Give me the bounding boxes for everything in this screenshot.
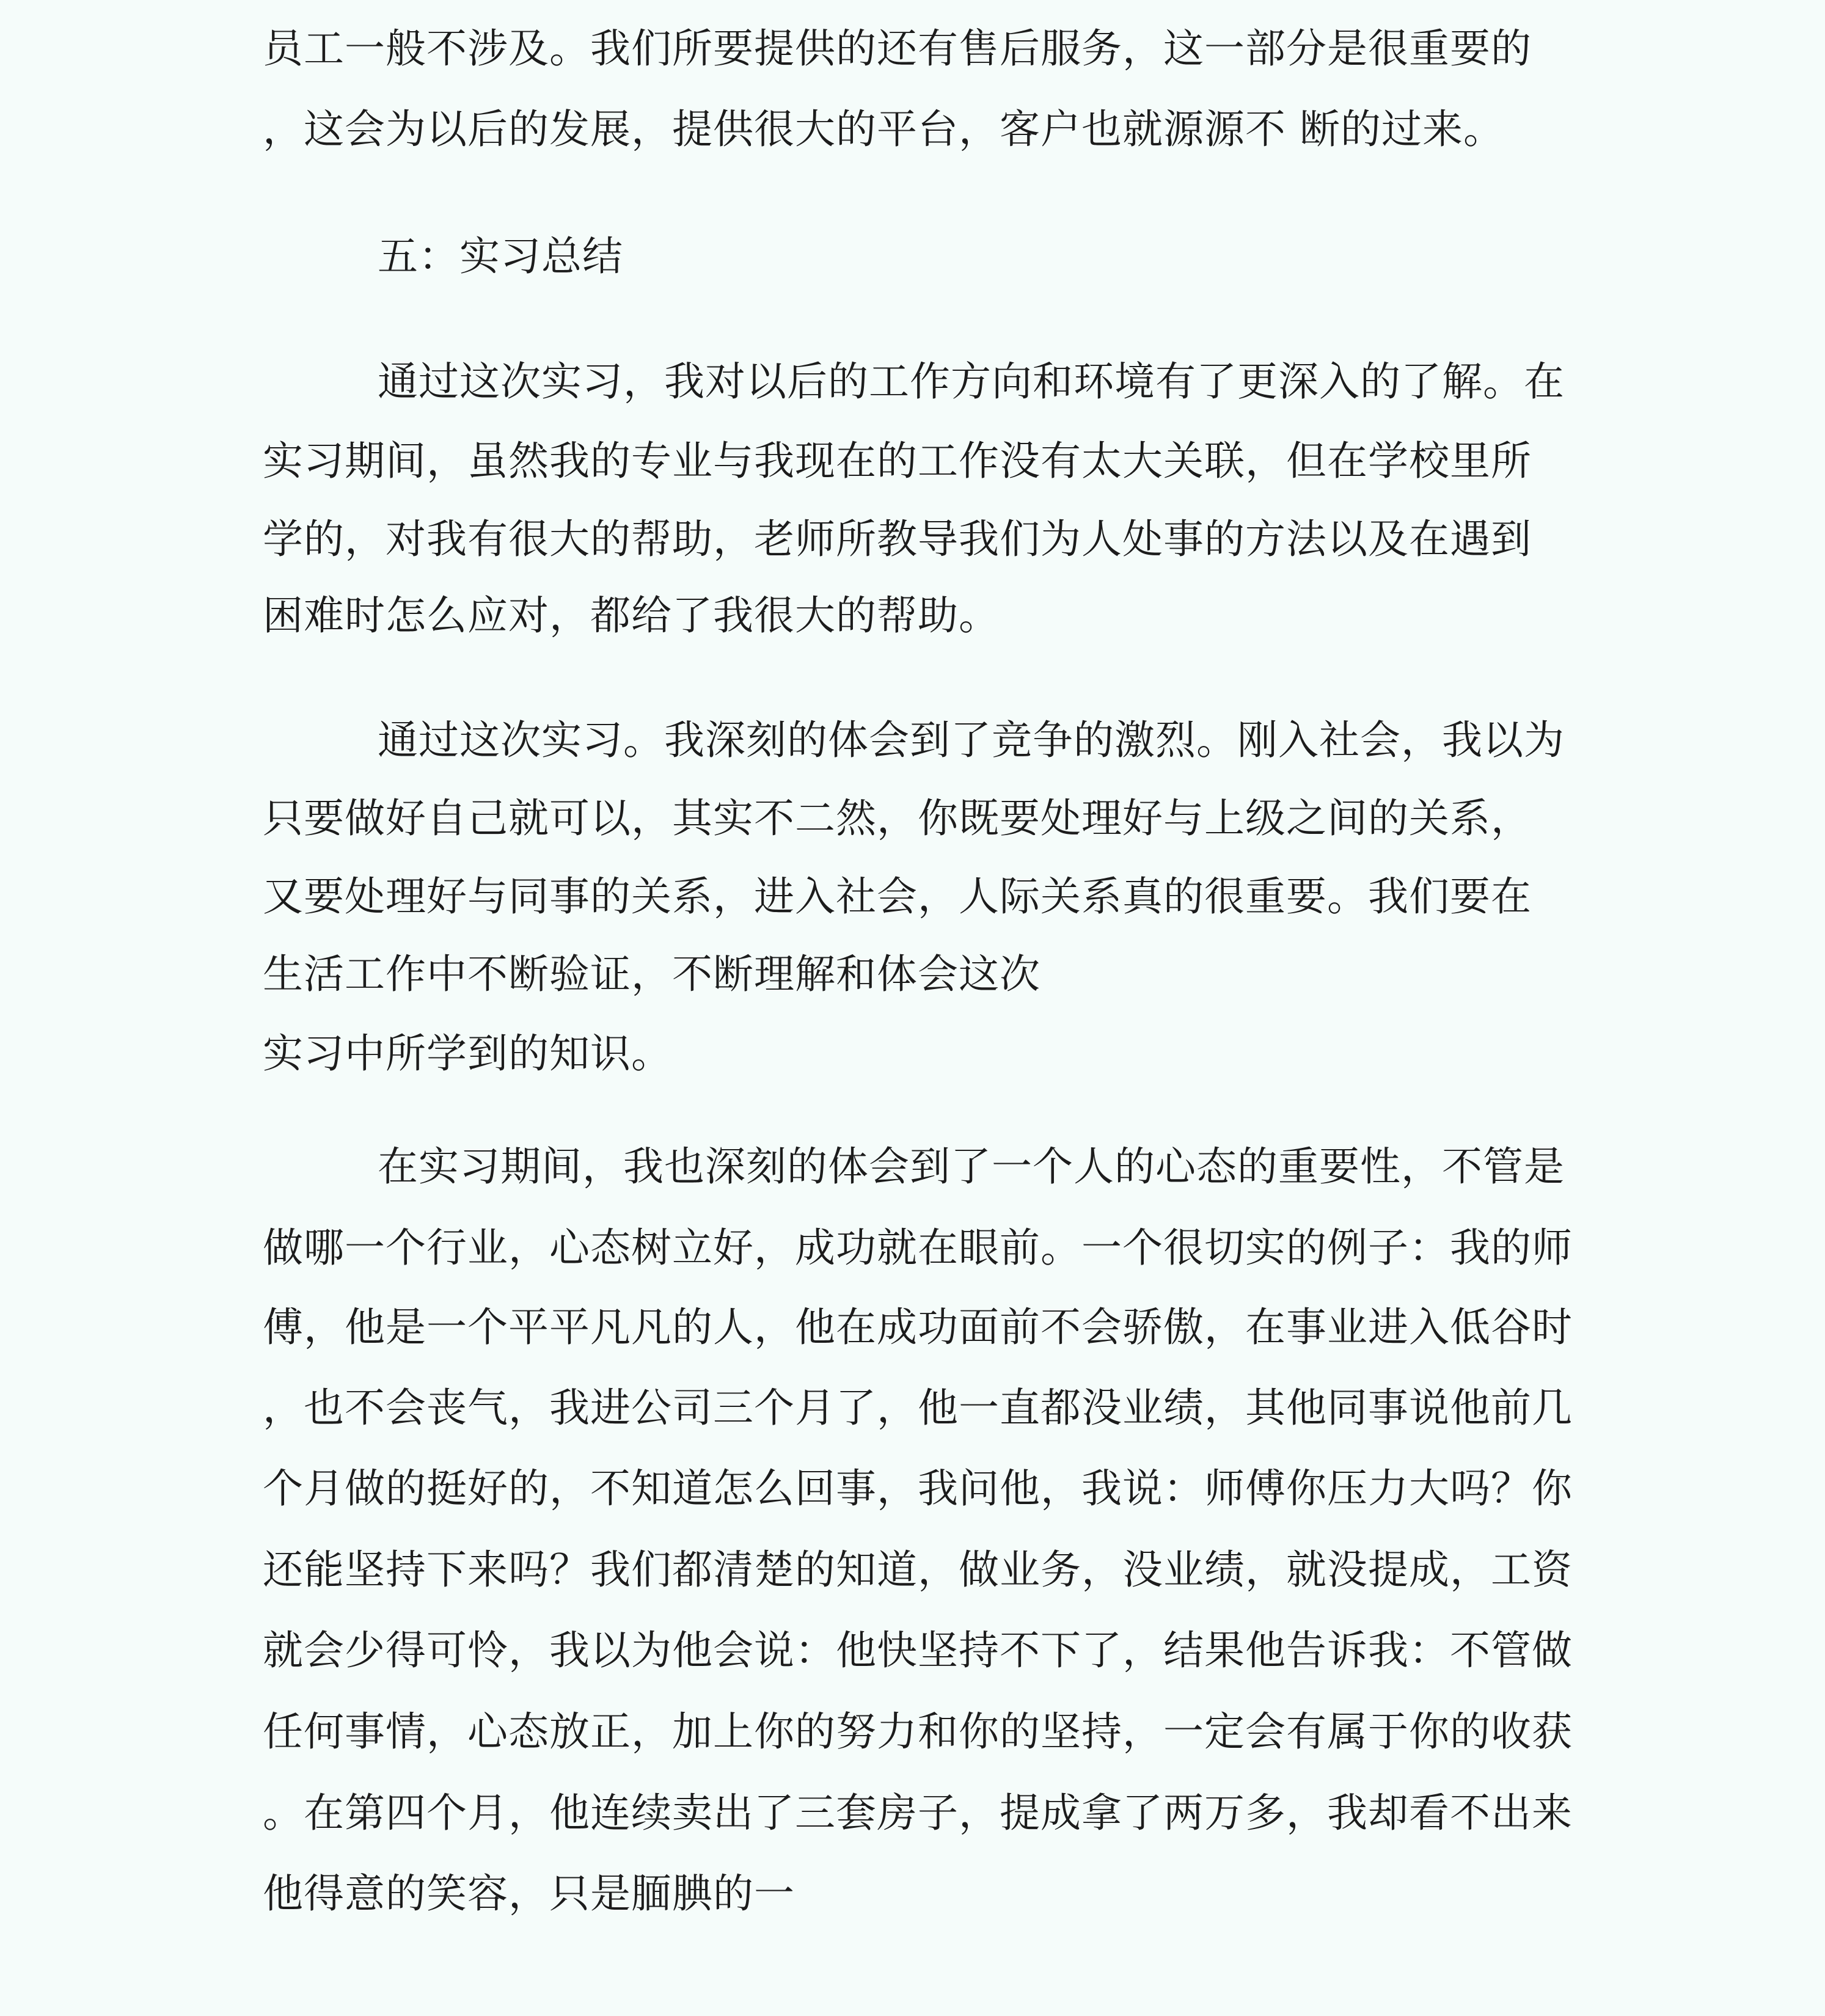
text-line: 个月做的挺好的，不知道怎么回事，我问他，我说：师傅你压力大吗？你: [263, 1465, 1573, 1512]
section-heading: 五：实习总结: [378, 233, 623, 280]
text-line: 还能坚持下来吗？我们都清楚的知道，做业务，没业绩，就没提成，工资: [263, 1546, 1573, 1593]
text-line: 实习中所学到的知识。: [263, 1030, 672, 1077]
text-line: 就会少得可怜，我以为他会说：他快坚持不下了，结果他告诉我：不管做: [263, 1627, 1573, 1674]
text-line: 在实习期间，我也深刻的体会到了一个人的心态的重要性，不管是: [378, 1143, 1565, 1190]
text-line: ，这会为以后的发展，提供很大的平台，客户也就源源不 断的过来。: [263, 106, 1504, 153]
text-line: ，也不会丧气，我进公司三个月了，他一直都没业绩，其他同事说他前几: [263, 1384, 1573, 1431]
text-line: 生活工作中不断验证，不断理解和体会这次: [263, 951, 1041, 998]
text-line: 任何事情，心态放正，加上你的努力和你的坚持，一定会有属于你的收获: [263, 1708, 1573, 1755]
text-line: 员工一般不涉及。我们所要提供的还有售后服务，这一部分是很重要的: [263, 25, 1532, 72]
text-line: 他得意的笑容，只是腼腆的一: [263, 1870, 795, 1917]
text-line: 只要做好自己就可以，其实不二然，你既要处理好与上级之间的关系，: [263, 795, 1532, 842]
text-line: 做哪一个行业，心态树立好，成功就在眼前。一个很切实的例子：我的师: [263, 1224, 1573, 1271]
text-line: 。在第四个月，他连续卖出了三套房子，提成拿了两万多，我却看不出来: [263, 1789, 1573, 1836]
text-line: 困难时怎么应对，都给了我很大的帮助。: [263, 592, 1000, 639]
text-line: 学的，对我有很大的帮助，老师所教导我们为人处事的方法以及在遇到: [263, 516, 1532, 563]
text-line: 傅，他是一个平平凡凡的人，他在成功面前不会骄傲，在事业进入低谷时: [263, 1304, 1573, 1351]
text-line: 通过这次实习，我对以后的工作方向和环境有了更深入的了解。在: [378, 358, 1565, 405]
text-line: 实习期间，虽然我的专业与我现在的工作没有太大关联，但在学校里所: [263, 437, 1532, 484]
text-line: 又要处理好与同事的关系，进入社会，人际关系真的很重要。我们要在: [263, 873, 1532, 920]
text-line: 通过这次实习。我深刻的体会到了竞争的激烈。刚入社会，我以为: [378, 717, 1565, 764]
